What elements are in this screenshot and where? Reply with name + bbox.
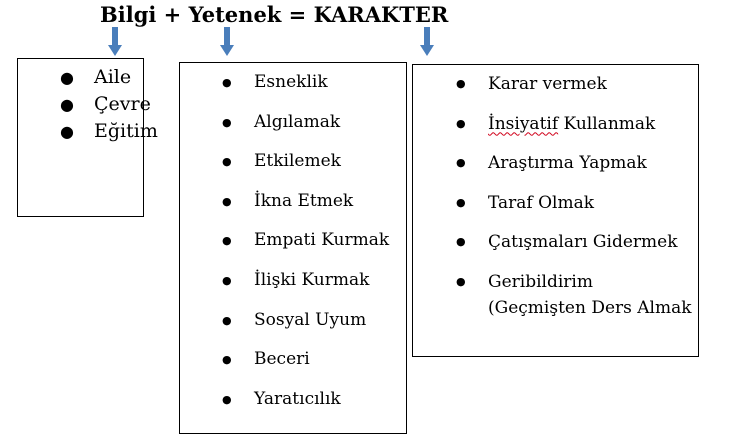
list-item: ● Beceri (180, 340, 406, 380)
bullet-icon: ● (222, 392, 232, 406)
bullet-icon: ● (222, 76, 232, 89)
list-item: ● Araştırma Yapmak (413, 150, 698, 190)
list-item: ● Çatışmaları Gidermek (413, 229, 698, 269)
bullet-icon: ● (222, 194, 232, 208)
bullet-icon: ● (222, 155, 232, 169)
arrow-down-icon (108, 27, 122, 57)
list-item: ● İkna Etmek (180, 182, 406, 222)
bullet-icon: ● (222, 234, 232, 248)
list-item: ● Sosyal Uyum (180, 301, 406, 341)
arrow-down-icon (220, 27, 234, 57)
list-item: ● Empati Kurmak (180, 221, 406, 261)
list-item: ● Yaratıcılık (180, 380, 406, 420)
list-item: ● Çevre (18, 91, 143, 118)
bullet-icon: ● (456, 195, 466, 209)
list-item: ● Esneklik (180, 63, 406, 103)
bullet-icon: ● (456, 235, 466, 249)
box-karakter-behaviours (412, 64, 699, 357)
diagram-title: Bilgi + Yetenek = KARAKTER (100, 2, 449, 27)
list-item: ● Aile (18, 64, 143, 91)
list-item: ● İnsiyatif Kullanmak (413, 111, 698, 151)
bullet-icon: ● (222, 353, 232, 367)
bullet-icon: ● (456, 77, 466, 90)
bullet-icon: ● (456, 274, 466, 288)
bullet-icon: ● (60, 122, 74, 141)
list-item: ● Algılamak (180, 103, 406, 143)
bullet-icon: ● (60, 95, 74, 114)
box-yetenek-skills (179, 62, 407, 434)
bullet-icon: ● (456, 116, 466, 130)
list-item: ● Geribildirim (Geçmişten Ders Almak (413, 269, 698, 321)
list-item: ● Eğitim (18, 118, 143, 145)
list-item: ● Taraf Olmak (413, 190, 698, 230)
spellcheck-word: İnsiyatif (488, 113, 559, 134)
bullet-icon: ● (60, 68, 74, 87)
list-item: ● İlişki Kurmak (180, 261, 406, 301)
list-item: ● Karar vermek (413, 71, 698, 111)
box-bilgi-sources (17, 58, 158, 217)
list-item: ● Etkilemek (180, 142, 406, 182)
arrow-down-icon (420, 27, 434, 57)
bullet-icon: ● (222, 115, 232, 129)
bullet-icon: ● (456, 156, 466, 170)
bullet-icon: ● (222, 313, 232, 327)
bullet-icon: ● (222, 273, 232, 287)
